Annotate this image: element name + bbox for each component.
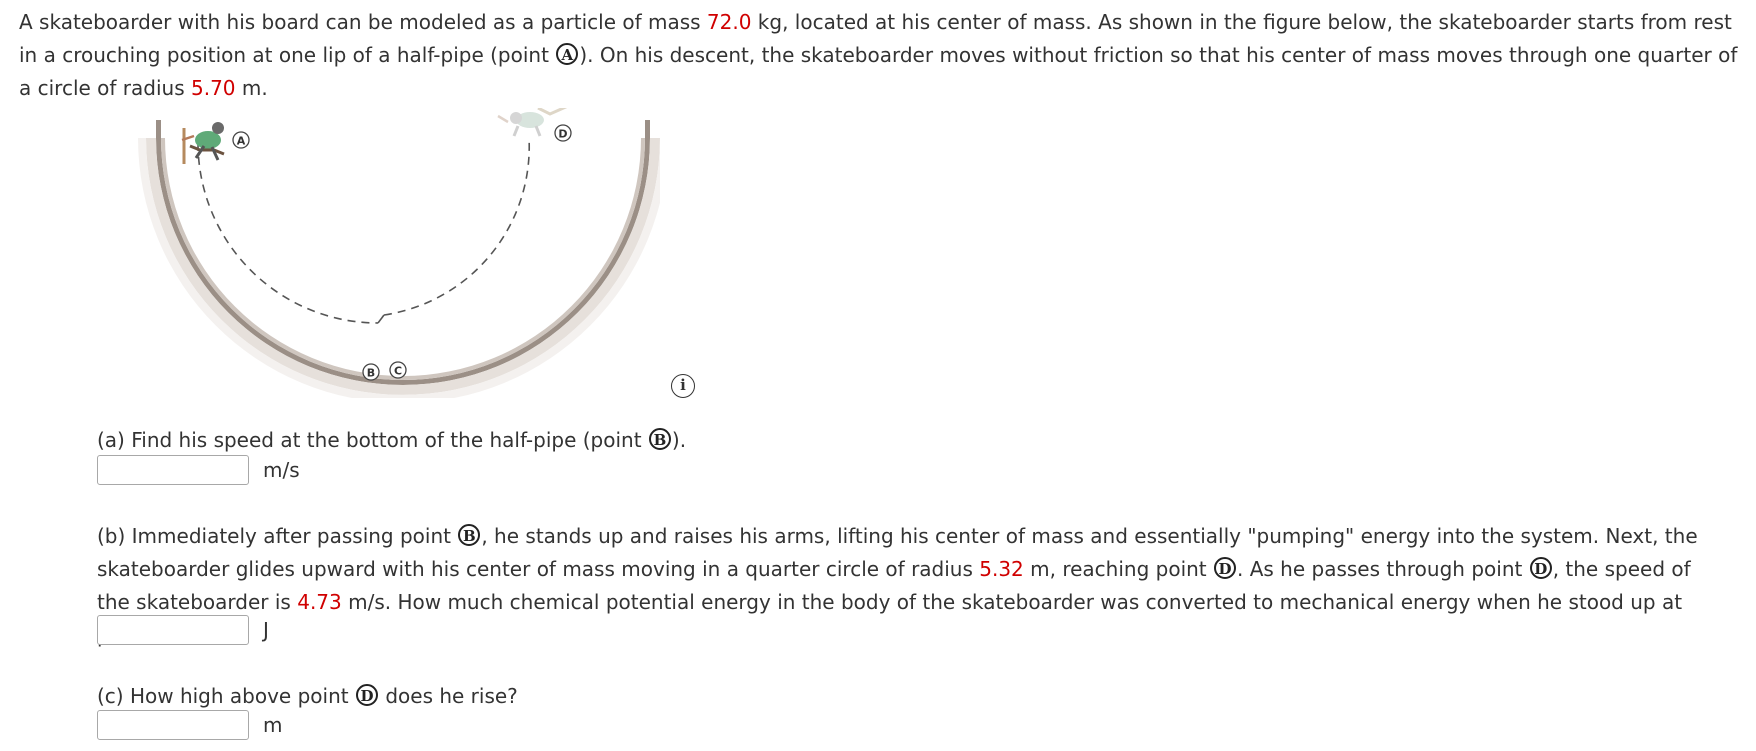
- point-b-marker: B: [458, 524, 480, 546]
- half-pipe-wall: [156, 120, 650, 385]
- skateboarder-crouching: [182, 122, 224, 164]
- part-a-unit: m/s: [263, 458, 300, 482]
- svg-text:C: C: [393, 364, 403, 378]
- info-icon[interactable]: i: [671, 374, 695, 398]
- point-b-marker: B: [649, 428, 671, 450]
- part-c-answer: [97, 710, 282, 740]
- point-d-marker: D: [356, 684, 378, 706]
- half-pipe-figure: [120, 108, 660, 398]
- part-b-answer: [97, 615, 269, 645]
- point-d-marker: D: [1530, 557, 1552, 579]
- svg-text:B: B: [366, 366, 376, 380]
- part-b-question: (b) Immediately after passing point B , he stands up and raises his arms, lifting his center of mass and essentially "pumping" energy into the system. Next, the skateboarder glides upward with his center of mass moving in a quarter circle of radius 5.32 m, reaching point D . As he passes through point D , the speed of the skateboarder is 4.73 m/s. How much chemical potential energy in the body of the skateboarder was converted to mechanical energy when he stood up at: [97, 520, 1722, 652]
- part-a-question: (a) Find his speed at the bottom of the half-pipe (point B ).: [97, 428, 687, 452]
- point-d-marker: D: [1214, 557, 1236, 579]
- second-radius-value: 5.32: [979, 557, 1024, 581]
- com-path-pump: [378, 315, 384, 323]
- svg-text:A: A: [236, 134, 246, 148]
- point-d-label: [555, 125, 571, 141]
- half-pipe-shading: [146, 138, 660, 395]
- rise-height-input[interactable]: [97, 710, 249, 740]
- part-a-answer: [97, 455, 300, 485]
- svg-text:D: D: [558, 127, 568, 141]
- chemical-energy-input[interactable]: [97, 615, 249, 645]
- speed-at-b-input[interactable]: [97, 455, 249, 485]
- part-c-unit: m: [263, 713, 283, 737]
- part-b-unit: J: [263, 618, 269, 642]
- problem-intro: A skateboarder with his board can be modeled as a particle of mass 72.0 kg, located at his center of mass. As shown in the figure below, the skateboarder starts from rest in a crouching position at one lip of a half-pipe (point A ). On his descent, the skateboarder moves without friction so that his center of mass moves through one quarter of a circle of radius 5.70 m.: [19, 10, 1738, 100]
- part-c-question: (c) How high above point D does he rise?: [97, 684, 518, 708]
- point-a-label: [233, 132, 249, 148]
- mass-value: 72.0: [706, 10, 752, 34]
- radius-value: 5.70: [190, 76, 236, 100]
- speed-at-d-value: 4.73: [297, 590, 342, 614]
- point-c-label: [390, 362, 406, 378]
- point-b-label: [363, 364, 379, 380]
- point-a-marker: A: [556, 43, 578, 65]
- com-path-ascent: [384, 138, 529, 315]
